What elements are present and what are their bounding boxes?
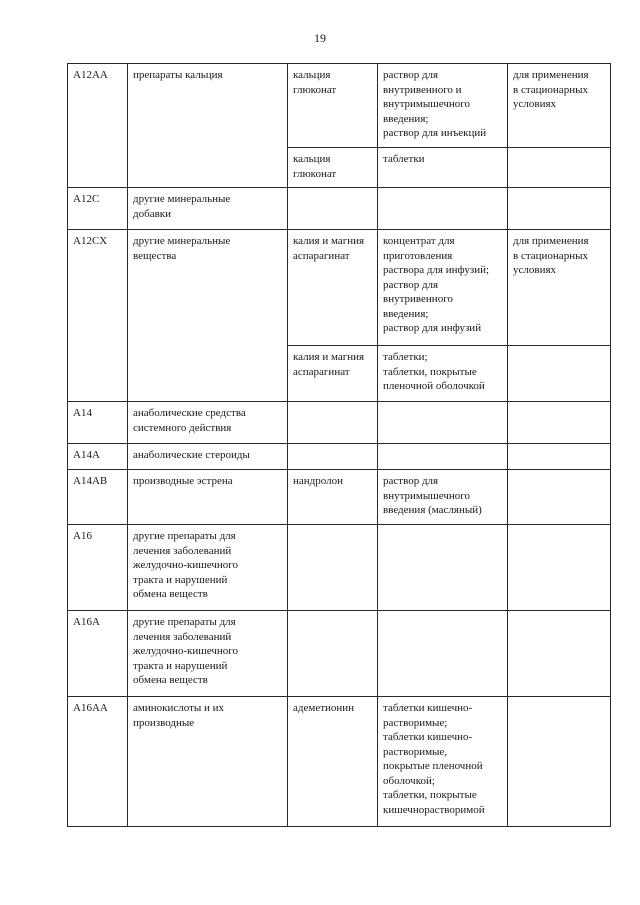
substance-cell xyxy=(288,188,378,230)
group-cell: другие минеральные добавки xyxy=(128,188,288,230)
group-cell: анаболические средства системного действия xyxy=(128,402,288,444)
atc-code-cell: A16A xyxy=(68,611,128,697)
atc-code-cell: A16AA xyxy=(68,697,128,827)
form-cell: таблетки; таблетки, покрытые пленочной оболочкой xyxy=(378,346,508,402)
substance-cell: кальция глюконат xyxy=(288,148,378,188)
table-row xyxy=(68,470,611,525)
form-cell xyxy=(378,188,508,230)
group-cell: аминокислоты и их производные xyxy=(128,697,288,827)
atc-code-cell: A12CX xyxy=(68,230,128,402)
drug-table xyxy=(67,63,611,827)
group-cell: другие минеральные вещества xyxy=(128,230,288,402)
table-row xyxy=(68,64,611,148)
table-row xyxy=(68,525,611,611)
atc-code-cell: A16 xyxy=(68,525,128,611)
form-cell xyxy=(378,611,508,697)
note-cell xyxy=(508,188,611,230)
note-cell xyxy=(508,470,611,525)
substance-cell: адеметионин xyxy=(288,697,378,827)
page-number: 19 xyxy=(314,31,326,45)
note-cell: для применения в стационарных условиях xyxy=(508,64,611,148)
form-cell: раствор для внутривенного и внутримышечного введения; раствор для инъекций xyxy=(378,64,508,148)
table-row xyxy=(68,697,611,827)
group-cell: другие препараты для лечения заболеваний желудочно-кишечного тракта и нарушений обмена веществ xyxy=(128,525,288,611)
substance-cell xyxy=(288,402,378,444)
atc-code-cell: A14 xyxy=(68,402,128,444)
table-row xyxy=(68,444,611,470)
table-row xyxy=(68,611,611,697)
substance-cell: калия и магния аспарагинат xyxy=(288,230,378,346)
substance-cell: нандролон xyxy=(288,470,378,525)
group-cell: анаболические стероиды xyxy=(128,444,288,470)
atc-code-cell: A12C xyxy=(68,188,128,230)
group-cell: препараты кальция xyxy=(128,64,288,188)
table-row xyxy=(68,402,611,444)
note-cell xyxy=(508,148,611,188)
note-cell xyxy=(508,697,611,827)
note-cell xyxy=(508,525,611,611)
form-cell: таблетки xyxy=(378,148,508,188)
substance-cell xyxy=(288,611,378,697)
note-cell xyxy=(508,611,611,697)
form-cell: раствор для внутримышечного введения (масляный) xyxy=(378,470,508,525)
form-cell: таблетки кишечно- растворимые; таблетки кишечно- растворимые, покрытые пленочной оболочкой; таблетки, покрытые кишечнорастворимой xyxy=(378,697,508,827)
group-cell: другие препараты для лечения заболеваний желудочно-кишечного тракта и нарушений обмена веществ xyxy=(128,611,288,697)
form-cell xyxy=(378,402,508,444)
atc-code-cell: A12AA xyxy=(68,64,128,188)
substance-cell xyxy=(288,444,378,470)
atc-code-cell: A14AB xyxy=(68,470,128,525)
form-cell xyxy=(378,525,508,611)
note-cell: для применения в стационарных условиях xyxy=(508,230,611,346)
substance-cell: кальция глюконат xyxy=(288,64,378,148)
substance-cell xyxy=(288,525,378,611)
form-cell: концентрат для приготовления раствора для инфузий; раствор для внутривенного введения; раствор для инфузий xyxy=(378,230,508,346)
form-cell xyxy=(378,444,508,470)
substance-cell: калия и магния аспарагинат xyxy=(288,346,378,402)
table-row xyxy=(68,230,611,346)
note-cell xyxy=(508,402,611,444)
atc-code-cell: A14A xyxy=(68,444,128,470)
group-cell: производные эстрена xyxy=(128,470,288,525)
table-row xyxy=(68,188,611,230)
note-cell xyxy=(508,444,611,470)
note-cell xyxy=(508,346,611,402)
